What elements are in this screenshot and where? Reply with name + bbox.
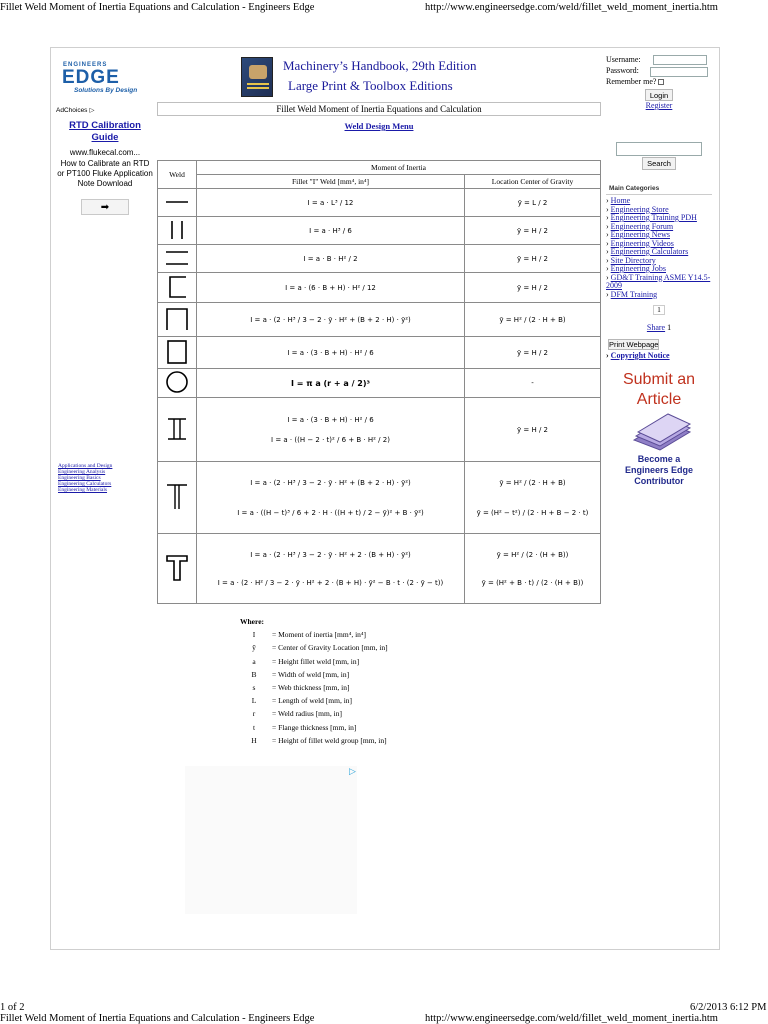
ad-body: How to Calibrate an RTD or PT100 Fluke Application Note Download [57,159,153,188]
legend-item: L = Length of weld [mm, in] [251,696,353,706]
cog-formula: ȳ = H² / (2 · H + B) [499,478,566,487]
left-link-applications[interactable]: Applications and Design [58,463,113,469]
share-widget[interactable] [606,323,712,332]
category-news[interactable]: Engineering News [610,230,670,239]
legend-item: ȳ = Center of Gravity Location [mm, in] [252,643,388,653]
categories-list: › Home › Engineering Store › Engineering Training PDH › Engineering Forum › Engineering News › Engineering Videos › Engineering Calculators › Site Directory › Engineering Jobs › GD&T Training ASME Y14.5-2009 › DFM Training [606,196,711,299]
weld-tee-boxed-icon [158,534,197,604]
handbook-cover-image [241,57,273,97]
login-form [606,55,712,125]
weld-i-beam-icon [158,398,197,462]
legend-item: r = Weld radius [mm, in] [252,709,342,719]
table-row [158,534,601,604]
submit-article-promo[interactable] [606,370,712,487]
adchoices-label: AdChoices [56,106,88,114]
username-label: Username: [606,55,641,64]
adchoices[interactable] [56,106,154,114]
copyright-link[interactable]: Copyright Notice [610,351,670,360]
page-title: Fillet Weld Moment of Inertia Equations and Calculation [157,102,601,116]
categories-header: Main Categories [606,183,712,195]
contrib-line-2: Engineers Edge [624,465,694,475]
footer-datetime: 6/2/2013 6:12 PM [690,1002,767,1013]
inertia-formula: I = a · (6 · B + H) · H² / 12 [285,283,376,292]
weld-two-vertical-icon [158,217,197,245]
left-link-calculators[interactable]: Engineering Calculators [58,481,112,487]
table-row [158,303,601,337]
ad-url[interactable]: www.flukecal.com... [69,148,141,157]
category-videos[interactable]: Engineering Videos [610,238,674,248]
cog-formula: ȳ = H / 2 [517,283,548,292]
weld-circle-icon [158,369,197,398]
banner-line-2: Large Print & Toolbox Editions [288,78,453,93]
table-row [158,217,601,245]
cog-formula: ȳ = H / 2 [517,226,548,235]
submit-line-1: Submit an [622,371,696,388]
legend-item: a = Height fillet weld [mm, in] [252,656,360,666]
remember-label: Remember me? [606,77,712,88]
legend-item: s = Web thickness [mm, in] [252,683,350,693]
col-header-weld: Weld [158,161,197,189]
cog-formula: - [531,379,534,387]
cog-formula: ȳ = H² / (2 · (H + B)) [496,550,569,559]
ad-play-icon[interactable]: ▷ [349,766,356,776]
submit-line-2: Article [636,391,682,408]
like-widget[interactable] [606,305,712,315]
left-link-basics[interactable]: Engineering Basics [58,475,101,481]
table-row [158,462,601,534]
weld-channel-icon [158,303,197,337]
share-count: 1 [667,323,672,332]
col-header-fillet: Fillet "I" Weld [mm⁴, in⁴] [197,175,465,189]
arrow-right-icon: ➡ [100,201,110,213]
inertia-formula: I = a · ((H − 2 · t)² / 6 + B · H² / 2) [271,435,390,444]
table-row [158,398,601,462]
left-link-analysis[interactable]: Engineering Analysis [58,469,106,475]
category-training[interactable]: Engineering Training PDH [610,213,697,222]
inertia-formula: I = a · (3 · B + H) · H² / 6 [287,415,374,424]
weld-design-menu-link[interactable]: Weld Design Menu [344,121,414,131]
print-header-title: Fillet Weld Moment of Inertia Equations and Calculation - Engineers Edge [0,2,315,13]
weld-bracket-icon [158,273,197,303]
contrib-line-3: Contributor [634,476,684,486]
inertia-formula: I = a · H³ / 6 [309,226,352,235]
category-dfm[interactable]: DFM Training [610,289,658,299]
password-label: Password: [606,66,639,75]
ad-arrow-button[interactable] [81,199,129,215]
where-label: Where: [240,617,265,626]
category-jobs[interactable]: Engineering Jobs [610,264,666,273]
weld-two-horizontal-icon [158,245,197,273]
cog-formula: ȳ = (H² − t²) / (2 · H + B − 2 · t) [476,508,589,517]
table-row [158,273,601,303]
category-directory[interactable]: Site Directory [610,255,656,265]
category-forum[interactable]: Engineering Forum [610,221,674,231]
print-header-url: http://www.engineersedge.com/weld/fillet_weld_moment_inertia.htm [425,2,718,13]
category-gdt[interactable]: GD&T Training ASME Y14.5-2009 [606,272,711,290]
register-link[interactable]: Register [645,101,673,110]
logo-small-text: ENGINEERS [63,62,108,68]
login-button[interactable]: Login [645,89,673,101]
category-calculators[interactable]: Engineering Calculators [610,247,689,256]
ad-title-link[interactable]: RTD Calibration Guide [69,120,141,143]
inertia-formula: I = a · ((H − t)³ / 6 + 2 · H · ((H + t) / 2 − ȳ)² + B · ȳ²) [237,508,424,517]
cog-formula: ȳ = (H² + B · t) / (2 · (H + B)) [481,578,584,587]
inertia-formula: I = a · (2 · H² / 3 − 2 · ȳ · H² + 2 · (B + H) · ȳ² − B · t · (2 · ȳ − t)) [217,578,444,587]
category-store[interactable]: Engineering Store [610,204,669,214]
banner-line-1: Machinery’s Handbook, 29th Edition [283,58,477,73]
contrib-line-1: Become a [637,454,681,464]
left-links [58,463,154,493]
weld-box-icon [158,337,197,369]
col-header-location: Location Center of Gravity [465,175,601,189]
adchoices-icon: ▷ [89,107,95,114]
search-input[interactable] [616,142,702,156]
engineers-edge-logo[interactable] [56,52,154,100]
legend-item: t = Flange thickness [mm, in] [252,722,357,732]
footer-title: Fillet Weld Moment of Inertia Equations and Calculation - Engineers Edge [0,1013,315,1024]
inertia-formula: I = a · (2 · H³ / 3 − 2 · ȳ · H² + (B + 2 · H) · ȳ²) [250,478,411,487]
right-column: Username: Password: Remember me? Login Register Search Main Categories › Home › Engineering Store › Engineering Training PDH › Engineering Forum › Engineering News › Engineering Videos › Engineering Calculators › Site Directory › Engineering Jobs › GD&T Training ASME Y14.5-2009 › DFM Training 1 Share 1 Print Webpage › Copyright Notice Submit an Article Become a Engineers Edge Contributor [606,55,711,486]
left-column [56,52,154,215]
username-field[interactable] [653,55,707,65]
search-box [606,142,712,170]
footer-url: http://www.engineersedge.com/weld/fillet_weld_moment_inertia.htm [425,1013,718,1024]
legend-item: I = Moment of inertia [mm⁴, in⁴] [252,630,367,640]
inertia-formula: I = a · (2 · H³ / 3 − 2 · ȳ · H² + 2 · (B + H) · ȳ²) [250,550,411,559]
print-webpage-button[interactable]: Print Webpage [609,340,659,349]
table-row [158,245,601,273]
share-link[interactable]: Share [646,323,666,332]
cog-formula: ȳ = H² / (2 · H + B) [499,315,566,324]
handbook-banner[interactable] [157,52,601,100]
cog-formula: ȳ = H / 2 [517,254,548,263]
inertia-formula: I = a · L³ / 12 [307,198,354,207]
search-button[interactable]: Search [642,157,676,170]
col-header-group: Moment of Inertia [197,161,601,175]
weld-inertia-table [157,160,601,604]
logo-big-text: EDGE [62,67,120,88]
logo-tagline: Solutions By Design [74,87,138,94]
table-row [158,337,601,369]
legend-item: H = Height of fillet weld group [mm, in] [251,735,387,745]
cog-formula: ȳ = H / 2 [517,425,548,434]
password-field[interactable] [650,67,708,77]
table-row [158,369,601,398]
ad-placeholder[interactable] [185,766,357,914]
main-column [157,52,601,587]
inertia-formula: I = a · (2 · H³ / 3 − 2 · ȳ · H² + (B + 2 · H) · ȳ²) [250,315,411,324]
category-home[interactable]: Home [610,196,631,205]
inertia-formula: I = a · (3 · B + H) · H² / 6 [287,348,374,357]
footer-page: 1 of 2 [0,1002,25,1013]
cog-formula: ȳ = H / 2 [517,348,548,357]
inertia-formula: I = π a (r + a / 2)³ [290,378,371,388]
table-row [158,189,601,217]
remember-checkbox[interactable] [658,79,664,85]
weld-tee-icon [158,462,197,534]
variable-legend [240,615,388,747]
like-count: 1 [653,305,665,315]
documents-icon [606,412,712,454]
legend-item: B = Width of weld [mm, in] [251,669,350,679]
left-link-materials[interactable]: Engineering Materials [58,487,108,493]
weld-line-icon [158,189,197,217]
cog-formula: ȳ = L / 2 [517,198,548,207]
inertia-formula: I = a · B · H² / 2 [303,254,358,263]
